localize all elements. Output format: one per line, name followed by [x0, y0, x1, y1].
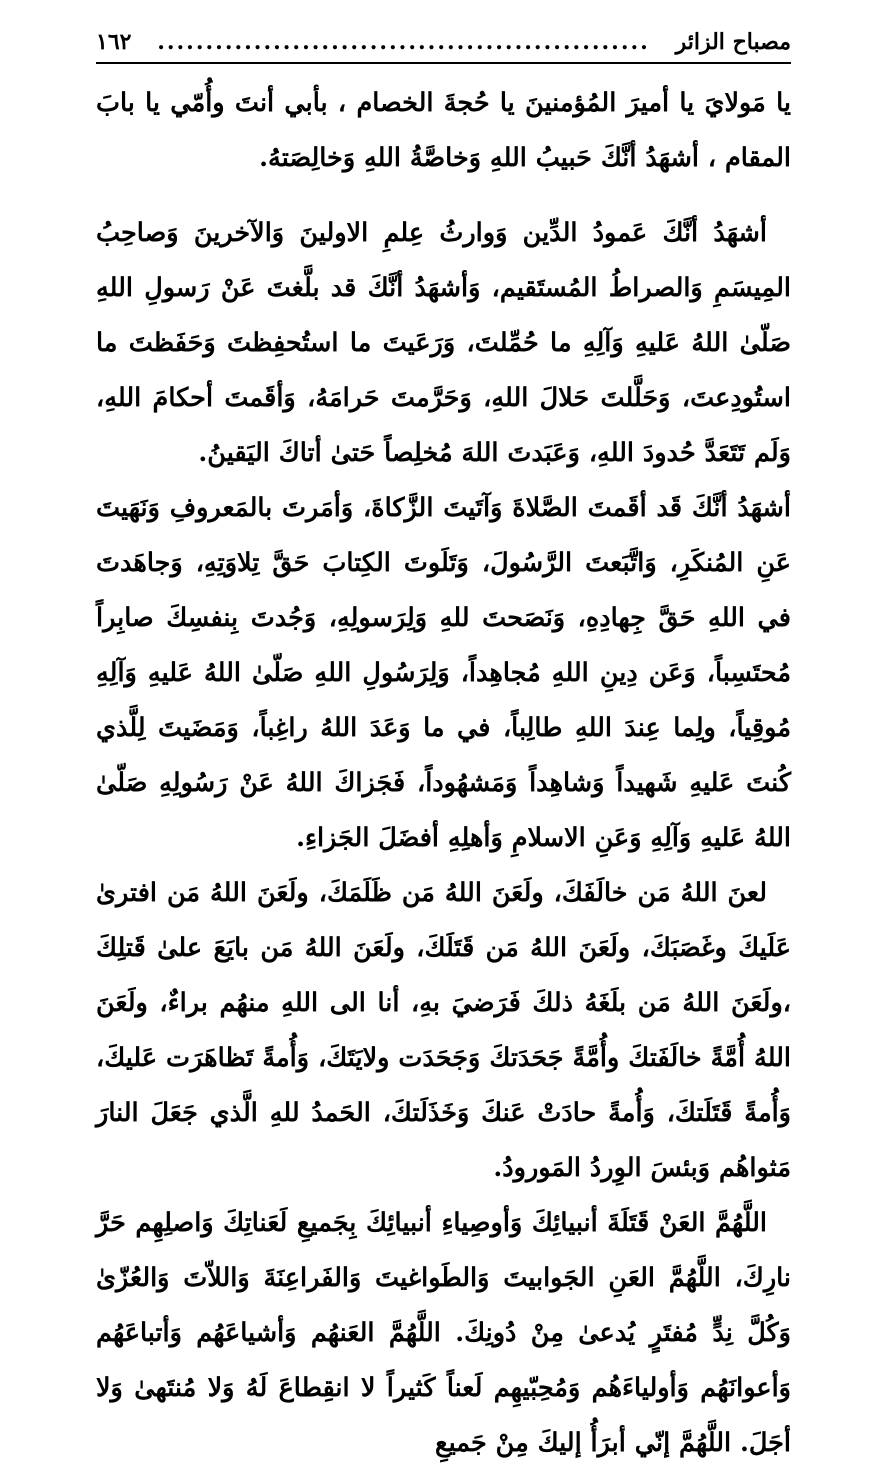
running-title: مصباح الزائر: [675, 29, 791, 55]
paragraph-salutation: يا مَولايَ يا أميرَ المُؤمنينَ يا حُجةَ الخصام ، بأبي أنتَ وأُمّي يا بابَ المقام ، أشهَدُ أنَّكَ حَبيبُ اللهِ وَخاصَّةُ اللهِ وَخالِصَتهُ.: [96, 88, 791, 173]
paragraph-testimony: أشهَدُ أنَّكَ عَمودُ الدِّين وَوارثُ عِلمِ الاولينَ وَالآخرينَ وَصاحِبُ المِيسَمِ وَالصراطُ المُستَقيم، وَأشهَدُ أنَّكَ قد بلَّغتَ عَنْ رَسولِ اللهِ صَلّىٰ اللهُ عَليهِ وَآلِهِ ما حُمِّلتَ، وَرَعَيتَ ما استُحفِظتَ وَحَفَظتَ ما استُودِعتَ، وَحَلَّلتَ حَلالَ اللهِ، وَحَرَّمتَ حَرامَهُ، وَأقَمتَ أحكامَ اللهِ، وَلَم تَتَعَدَّ حُدودَ اللهِ، وَعَبَدتَ اللهَ مُخلِصاً حَتىٰ أتاكَ اليَقينُ.: [96, 218, 791, 468]
page-header: [96, 22, 791, 64]
paragraph-supplication: اللَّهُمَّ العَنْ قَتَلَةَ أنبيائِكَ وَأوصِياءِ أنبيائِكَ بِجَميعِ لَعَناتِكَ وَاصلِهِم حَرَّ نارِكَ، اللَّهُمَّ العَنِ الجَوابيتَ وَالطَواغيتَ وَالفَراعِنَةَ وَاللاّتَ وَالعُزّىٰ وَكُلَّ نِدٍّ مُفتَرٍ يُدعىٰ مِنْ دُونِكَ. اللَّهُمَّ العَنهُم وَأشياعَهُم وَأتباعَهُم وَأعوانَهُم وَأولياءَهُم وَمُحِبّيهِم لَعناً كَثيراً لا انقِطاعَ لَهُ وَلا مُنتَهىٰ وَلا أجَلَ. اللَّهُمَّ إنّي أبرَأُ إليكَ مِنْ جَميعِ: [96, 1208, 791, 1458]
paragraph-curse: لعنَ اللهُ مَن خالَفَكَ، ولَعَنَ اللهُ مَن ظَلَمَكَ، ولَعَنَ اللهُ مَن افترىٰ عَلَيكَ وغَصَبَكَ، ولَعَنَ اللهُ مَن قَتَلَكَ، ولَعَنَ اللهُ مَن بايَعَ علىٰ قَتلِكَ ،ولَعَنَ اللهُ مَن بلَغَهُ ذلكَ فَرَضيَ بهِ، أنا الى اللهِ منهُم براءٌ، ولَعَنَ اللهُ أُمَّةً خالَفَتكَ وأُمَّةً جَحَدَتكَ وَجَحَدَت ولايَتَكَ، وَأُمةً تَظاهَرَت عَليكَ، وَأُمةً قَتَلَتكَ، وَأُمةً حادَتْ عَنكَ وَخَذَلَتكَ، الحَمدُ للهِ الَّذي جَعَلَ النارَ مَثواهُم وَبئسَ الوِردُ المَورودُ.: [96, 878, 791, 1183]
paragraph-deeds: أشهَدُ أنَّكَ قَد أقَمتَ الصَّلاةَ وَآتَيتَ الزَّكاةَ، وَأمَرتَ بالمَعروفِ وَنَهَيتَ عَنِ المُنكَرِ، وَاتَّبَعتَ الرَّسُولَ، وَتَلَوتَ الكِتابَ حَقَّ تِلاوَتِهِ، وَجاهَدتَ في اللهِ حَقَّ جِهادِهِ، وَنَصَحتَ للهِ وَلِرَسولِهِ، وَجُدتَ بِنفسِكَ صابِراً مُحتَسِباً، وَعَن دِينِ اللهِ مُجاهِداً، وَلِرَسُولِ اللهِ صَلّىٰ اللهُ عَليهِ وَآلِهِ مُوقِياً، ولِما عِندَ اللهِ طالِباً، في ما وَعَدَ اللهُ راغِباً، وَمَضَيتَ لِلَّذي كُنتَ عَليهِ شَهيداً وَشاهِداً وَمَشهُوداً، فَجَزاكَ اللهُ عَنْ رَسُولِهِ صَلّىٰ اللهُ عَليهِ وَآلِهِ وَعَنِ الاسلامِ وَأهلِهِ أفضَلَ الجَزاءِ.: [96, 493, 791, 853]
page-number: ١٦٢: [96, 29, 132, 55]
page-body: [96, 76, 791, 1471]
leader-dots: ...................................................: [157, 29, 650, 55]
